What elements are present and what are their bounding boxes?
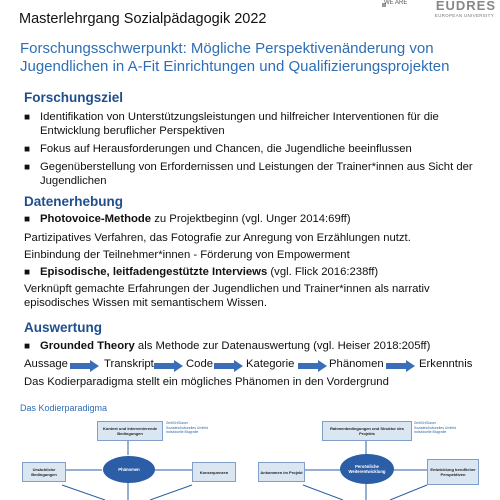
paragraph: Das Kodierparadigma stellt ein mögliches Phänomen in den Vordergrund xyxy=(24,376,389,388)
arrow-right-icon xyxy=(386,360,416,372)
arrival-box: Ankommen im Projekt xyxy=(258,462,305,482)
logo-small-text: WE ARE xyxy=(384,0,408,6)
arrow-right-icon xyxy=(298,360,328,372)
eudres-logo xyxy=(380,0,498,26)
arrow-right-icon xyxy=(214,360,244,372)
flow-step-erkenntnis: Erkenntnis xyxy=(419,358,473,370)
bullet-icon: ■ xyxy=(24,341,31,352)
paragraph: Verknüpft gemachte Erfahrungen der Jugendlichen und Trainer*innen als narrativ episodisches Wissen mit semantischem Wissen. xyxy=(24,283,430,309)
subtitle-line-2: Jugendlichen in A-Fit Einrichtungen und Qualifizierungsprojekten xyxy=(20,58,450,75)
paragraph: Partizipatives Verfahren, das Fotografie zur Anregung von Erzählungen nutzt. xyxy=(24,232,411,244)
framework-note: Zeit/Ort/Dauer Soziales/kulturelles Umfeld Individuelle Biografie xyxy=(414,421,457,434)
arrow-right-icon xyxy=(70,360,100,372)
personal-development-node: Persönliche Weiterentwicklung xyxy=(340,454,394,484)
logo-tagline: EUROPEAN UNIVERSITY xyxy=(434,13,494,18)
context-box: Kontext und Intervenierende Bedingungen xyxy=(97,421,163,441)
phenomenon-node: Phänomen xyxy=(103,456,155,483)
bullet-icon: ■ xyxy=(24,144,31,155)
flow-step-code: Code xyxy=(186,358,214,370)
career-perspectives-box: Entwicklung beruflicher Perspektiven xyxy=(427,459,479,485)
list-item: ■ Fokus auf Herausforderungen und Chancen, die Jugendliche beeinflussen xyxy=(24,143,412,155)
subtitle-line-1: Forschungsschwerpunkt: Mögliche Perspektivenänderung von xyxy=(20,40,434,57)
section-heading-forschungsziel: Forschungsziel xyxy=(24,90,124,105)
flow-step-kategorie: Kategorie xyxy=(246,358,295,370)
flow-step-phaenomen: Phänomen xyxy=(329,358,384,370)
diagram-title: Das Kodierparadigma xyxy=(20,403,108,413)
flow-step-transkript: Transkript xyxy=(104,358,154,370)
arrow-right-icon xyxy=(154,360,184,372)
consequences-box: Konsequenzen xyxy=(192,462,236,482)
bullet-icon: ■ xyxy=(24,112,31,123)
bullet-icon: ■ xyxy=(24,214,31,225)
list-item: ■ Gegenüberstellung von Erfordernissen und Leistungen der Trainer*innen aus Sicht der Jugendlichen xyxy=(24,161,473,187)
bullet-icon: ■ xyxy=(24,267,31,278)
logo-brand: EUDRES xyxy=(435,0,496,13)
section-heading-auswertung: Auswertung xyxy=(24,320,103,335)
research-focus-title xyxy=(20,40,495,76)
list-item: ■ Identifikation von Unterstützungsleistungen und hilfreicher Interventionen für die Entwicklung beruflicher Perspektiven xyxy=(24,111,439,137)
section-heading-datenerhebung: Datenerhebung xyxy=(24,194,124,209)
paragraph: Einbindung der Teilnehmer*innen - Förderung von Empowerment xyxy=(24,249,350,261)
bullet-icon: ■ xyxy=(24,162,31,173)
context-note: Zeit/Ort/Dauer Soziales/kulturelles Umfeld Individuelle Biografie xyxy=(166,421,209,434)
framework-box: Rahmenbedingungen und Struktur des Projekts xyxy=(322,421,412,441)
causal-conditions-box: Ursächliche Bedingungen xyxy=(22,462,66,482)
flow-step-aussage: Aussage xyxy=(24,358,68,370)
page-title: Masterlehrgang Sozialpädagogik 2022 xyxy=(19,11,267,27)
